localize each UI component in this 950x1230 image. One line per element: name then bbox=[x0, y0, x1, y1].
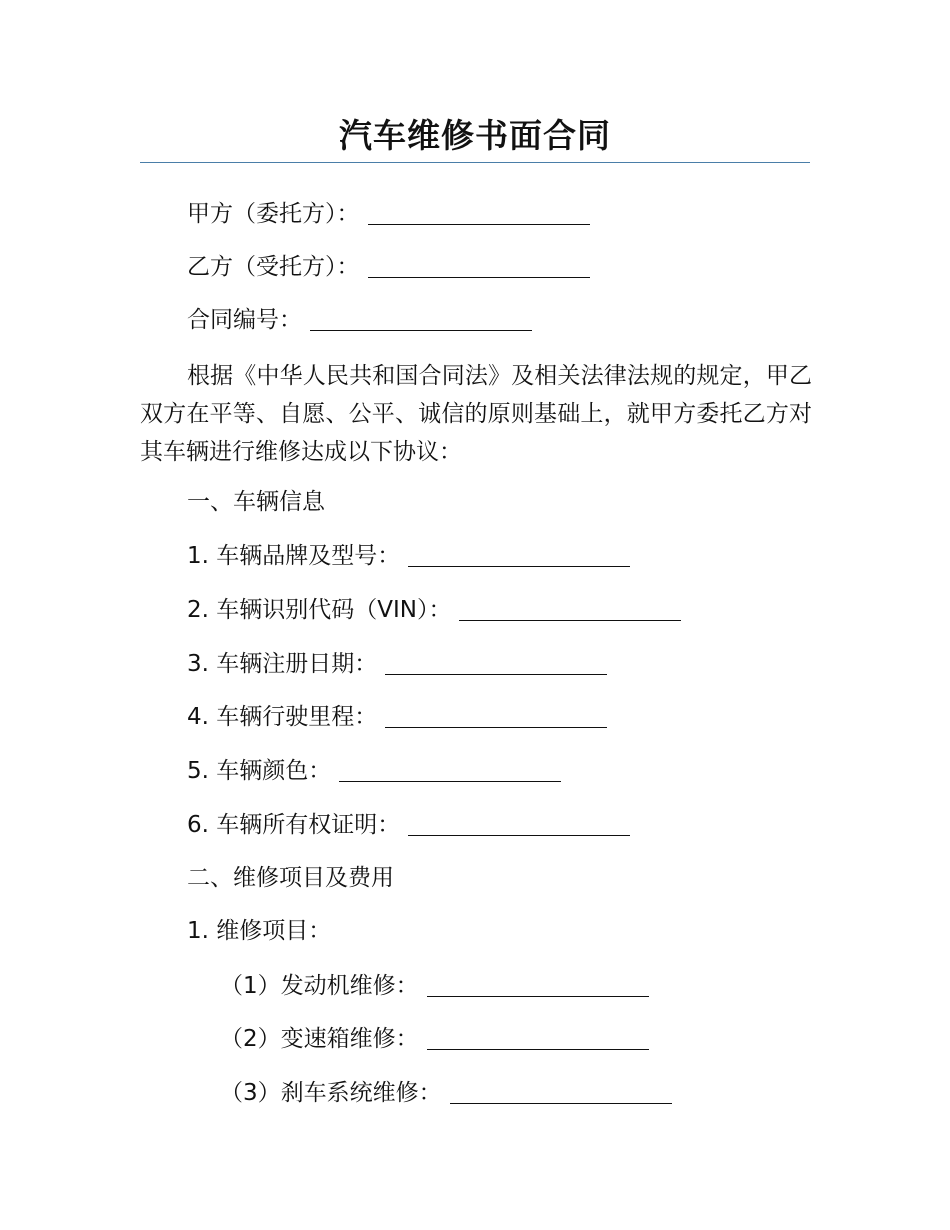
party-b-line bbox=[140, 250, 867, 284]
section-2-heading: 二、维修项目及费用 bbox=[187, 865, 394, 891]
contract-number-line bbox=[140, 303, 867, 337]
engine-repair-label: （1）发动机维修： bbox=[220, 973, 419, 999]
vehicle-color-blank[interactable] bbox=[339, 755, 561, 782]
vehicle-brand-label: 1. 车辆品牌及型号： bbox=[187, 543, 401, 569]
contract-number-label: 合同编号： bbox=[187, 307, 302, 333]
engine-repair-line bbox=[140, 969, 900, 1003]
brake-repair-blank[interactable] bbox=[450, 1077, 672, 1104]
vehicle-registration-line bbox=[140, 647, 867, 681]
vehicle-vin-line bbox=[140, 593, 867, 627]
vehicle-mileage-blank[interactable] bbox=[385, 701, 607, 728]
transmission-repair-line bbox=[140, 1022, 900, 1056]
vehicle-color-label: 5. 车辆颜色： bbox=[187, 758, 332, 784]
title-divider bbox=[140, 162, 810, 163]
party-a-label: 甲方（委托方）： bbox=[187, 201, 360, 227]
party-b-label: 乙方（受托方）： bbox=[187, 254, 360, 280]
preamble-paragraph: 根据《中华人民共和国合同法》及相关法律法规的规定，甲乙双方在平等、自愿、公平、诚信的原则基础上，就甲方委托乙方对其车辆进行维修达成以下协议： bbox=[140, 363, 812, 465]
party-b-blank[interactable] bbox=[368, 251, 590, 278]
party-a-blank[interactable] bbox=[368, 198, 590, 225]
brake-repair-label: （3）刹车系统维修： bbox=[220, 1080, 442, 1106]
vehicle-brand-blank[interactable] bbox=[408, 540, 630, 567]
vehicle-mileage-line bbox=[140, 700, 867, 734]
vehicle-brand-line bbox=[140, 539, 867, 573]
contract-number-blank[interactable] bbox=[310, 304, 532, 331]
vehicle-ownership-line bbox=[140, 808, 867, 842]
vehicle-vin-blank[interactable] bbox=[459, 594, 681, 621]
vehicle-registration-label: 3. 车辆注册日期： bbox=[187, 651, 378, 677]
transmission-repair-label: （2）变速箱维修： bbox=[220, 1026, 419, 1052]
vehicle-vin-label: 2. 车辆识别代码（VIN）： bbox=[187, 597, 452, 623]
vehicle-ownership-label: 6. 车辆所有权证明： bbox=[187, 812, 401, 838]
engine-repair-blank[interactable] bbox=[427, 970, 649, 997]
section-1-heading: 一、车辆信息 bbox=[187, 489, 325, 515]
vehicle-mileage-label: 4. 车辆行驶里程： bbox=[187, 704, 378, 730]
vehicle-ownership-blank[interactable] bbox=[408, 809, 630, 836]
transmission-repair-blank[interactable] bbox=[427, 1023, 649, 1050]
repair-items-line: 1. 维修项目： bbox=[187, 918, 332, 944]
brake-repair-line bbox=[140, 1076, 900, 1110]
vehicle-registration-blank[interactable] bbox=[385, 648, 607, 675]
party-a-line bbox=[140, 197, 867, 231]
document-title: 汽车维修书面合同 bbox=[339, 116, 611, 155]
vehicle-color-line bbox=[140, 754, 867, 788]
